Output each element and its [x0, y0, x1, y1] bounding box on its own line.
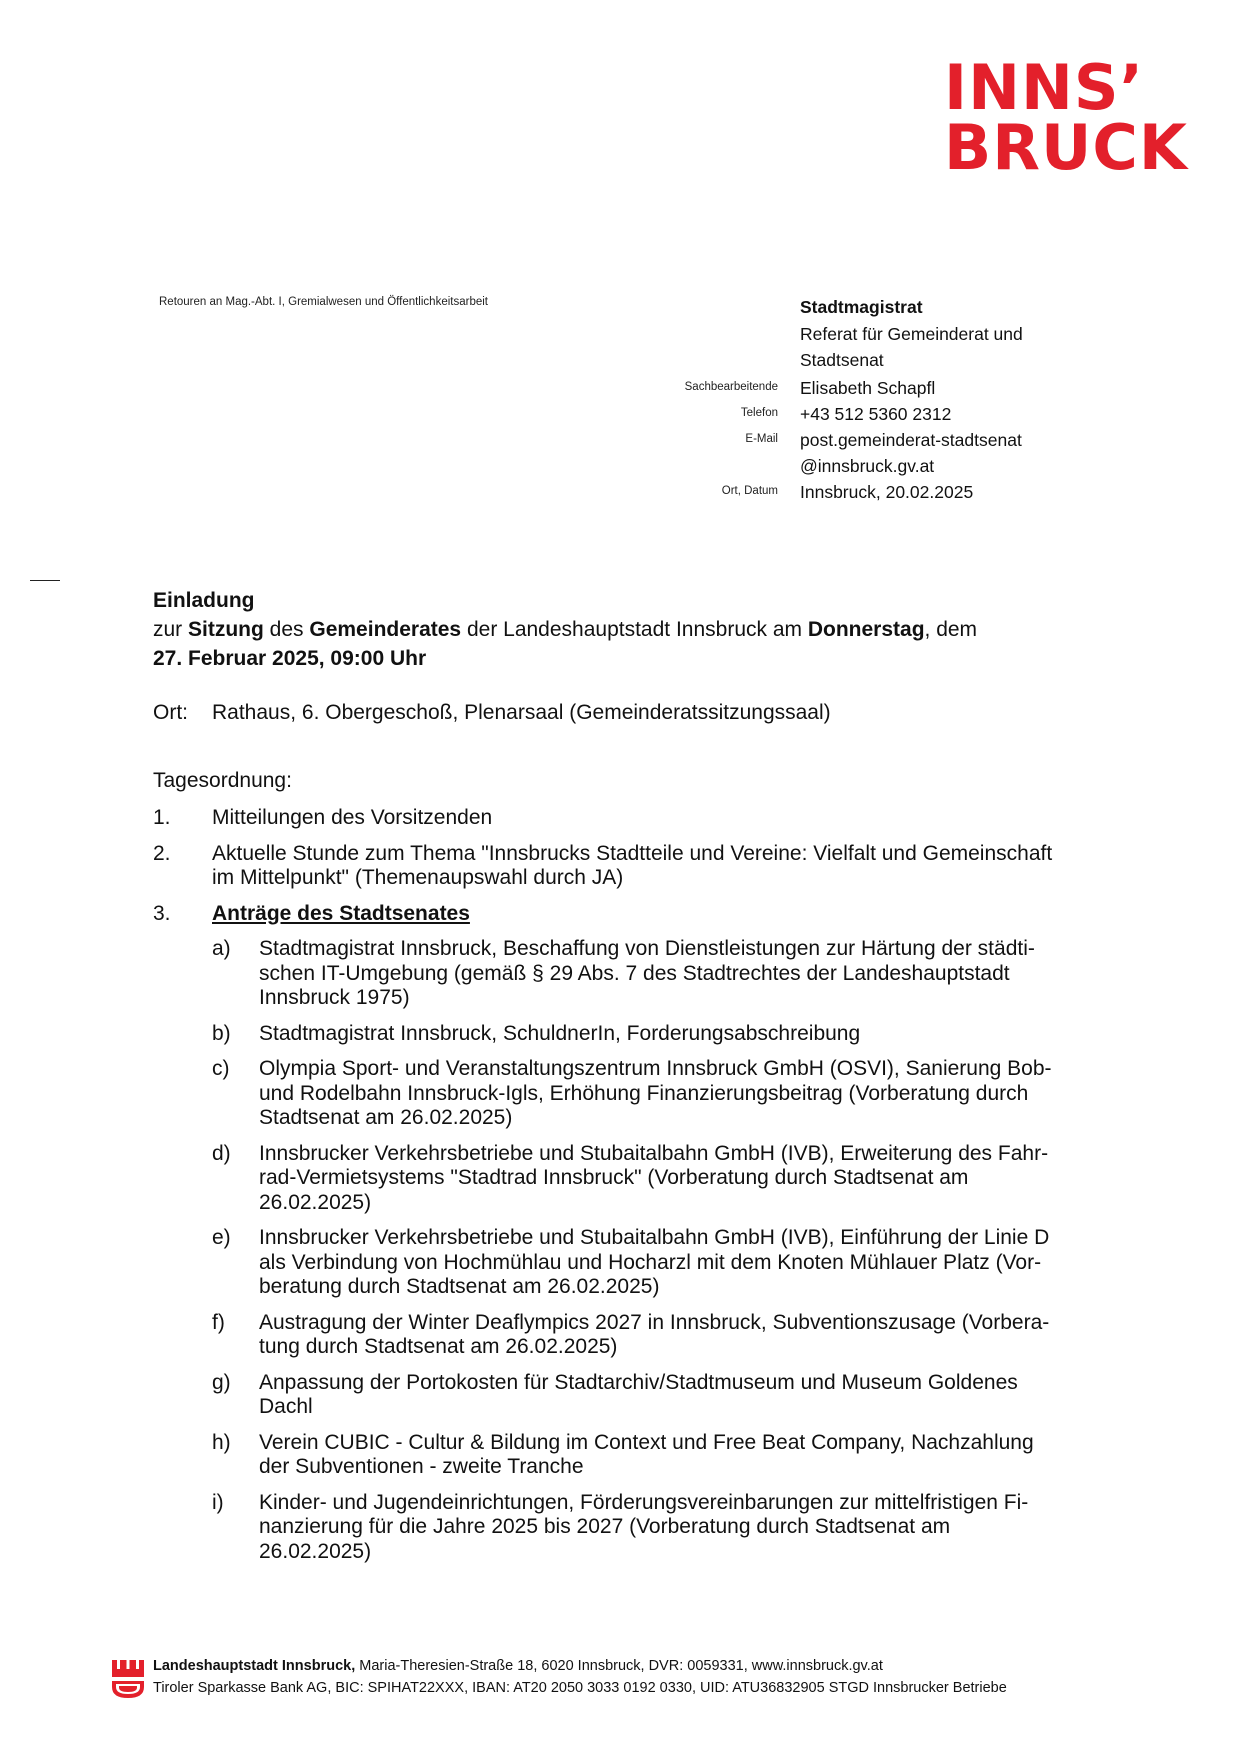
agenda-sub-item-line: Dachl	[259, 1395, 313, 1418]
invitation-block	[153, 586, 1143, 673]
footer-text	[153, 1656, 1007, 1699]
agenda-sub-item-line: der Subventionen - zweite Tranche	[259, 1455, 584, 1478]
return-address: Retouren an Mag.-Abt. I, Gremialwesen und Öffentlichkeitsarbeit	[159, 296, 488, 308]
agenda-sub-item-line: schen IT-Umgebung (gemäß § 29 Abs. 7 des Stadtrechtes der Landeshauptstadt	[259, 961, 1010, 985]
meta-phone-row	[620, 401, 1180, 427]
agenda-sub-item	[153, 1022, 1129, 1047]
meta-date-row	[620, 479, 1180, 505]
invitation-datetime: 27. Februar 2025, 09:00 Uhr	[153, 647, 427, 670]
agenda-sub-item	[153, 1371, 1129, 1420]
agenda-sub-item-letter: f)	[212, 1310, 225, 1334]
agenda-sub-item-line: Stadtsenat am 26.02.2025)	[259, 1106, 513, 1129]
meta-date-label: Ort, Datum	[721, 485, 778, 497]
agenda-sub-item-line: rad-Vermietsystems "Stadtrad Innsbruck" (Vorberatung durch Stadtsenat am	[259, 1166, 969, 1189]
agenda-sub-item-line: Olympia Sport- und Veranstaltungszentrum Innsbruck GmbH (OSVI), Sanierung Bob-	[259, 1057, 1052, 1080]
agenda-sub-item	[153, 1142, 1129, 1216]
footer-line-1	[153, 1656, 1007, 1678]
agenda-sub-item	[153, 1311, 1129, 1360]
invitation-heading: Einladung	[153, 589, 255, 612]
agenda-sub-item-line: beratung durch Stadtsenat am 26.02.2025)	[259, 1275, 660, 1298]
agenda-sub-item-letter: b)	[212, 1021, 231, 1045]
invite-bold-weekday: Donnerstag	[807, 618, 925, 641]
footer-address: Maria-Theresien-Straße 18, 6020 Innsbruck, DVR: 0059331, www.innsbruck.gv.at	[355, 1658, 883, 1674]
meta-contact-value: Elisabeth Schapfl	[800, 378, 936, 398]
sender-dept-line-2: Stadtsenat	[800, 350, 884, 370]
invite-text-4: , dem	[924, 618, 978, 641]
meta-email-value-1: post.gemeinderat-stadtsenat	[800, 430, 1022, 450]
location-value: Rathaus, 6. Obergeschoß, Plenarsaal (Gemeinderatssitzungssaal)	[212, 701, 831, 724]
sender-org: Stadtmagistrat	[800, 297, 923, 317]
agenda-item-text-line: Aktuelle Stunde zum Thema "Innsbrucks Stadtteile und Vereine: Vielfalt und Gemeinschaft	[212, 841, 1053, 865]
agenda-item	[153, 806, 1143, 831]
agenda-sub-item-line: 26.02.2025)	[259, 1539, 372, 1563]
agenda-item	[153, 842, 1143, 891]
invite-text-1: zur	[153, 618, 189, 641]
agenda-sub-item	[153, 1226, 1129, 1300]
meta-phone-value: +43 512 5360 2312	[800, 404, 952, 424]
agenda-item	[153, 902, 1143, 927]
meta-contact-row	[620, 375, 1180, 401]
sender-dept-line-1: Referat für Gemeinderat und	[800, 323, 1023, 344]
logo-line-2: BRUCK	[944, 111, 1188, 184]
agenda-section-title: Anträge des Stadtsenates	[212, 901, 470, 925]
footer-line-2: Tiroler Sparkasse Bank AG, BIC: SPIHAT22XXX, IBAN: AT20 2050 3033 0192 0330, UID: ATU36832905 STGD Innsbrucker Betriebe	[153, 1679, 1007, 1696]
agenda-sub-item	[153, 1491, 1129, 1565]
agenda-sub-item-line: Innsbrucker Verkehrsbetriebe und Stubaitalbahn GmbH (IVB), Einführung der Linie D	[259, 1226, 1050, 1249]
agenda-item-number: 3.	[153, 901, 171, 925]
meta-date-value: Innsbruck, 20.02.2025	[800, 482, 974, 502]
meta-email-row-2	[620, 453, 1180, 479]
invite-text-3: der Landeshauptstadt Innsbruck am	[461, 618, 808, 641]
agenda-sub-item-letter: d)	[212, 1141, 231, 1165]
invite-text-2: des	[263, 618, 310, 641]
invite-bold-gemeinderates: Gemeinderates	[309, 618, 462, 641]
agenda-sub-item-line: Kinder- und Jugendeinrichtungen, Förderungsvereinbarungen zur mittelfristigen Fi-	[259, 1490, 1029, 1514]
agenda-sub-item-letter: i)	[212, 1490, 224, 1514]
agenda-item-text: Mitteilungen des Vorsitzenden	[212, 806, 493, 829]
agenda-sub-item	[153, 937, 1129, 1011]
agenda-sub-item-line: Stadtmagistrat Innsbruck, SchuldnerIn, Forderungsabschreibung	[259, 1021, 861, 1045]
agenda-sub-item-line: als Verbindung von Hochmühlau und Hocharzl mit dem Knoten Mühlauer Platz (Vor-	[259, 1250, 1042, 1274]
invite-bold-sitzung: Sitzung	[188, 618, 264, 641]
agenda-sub-item	[153, 1057, 1129, 1131]
agenda-sub-item-line: Verein CUBIC - Cultur & Bildung im Context und Free Beat Company, Nachzahlung	[259, 1430, 1034, 1454]
agenda-item-text-line: im Mittelpunkt" (Themenaupswahl durch JA)	[212, 866, 624, 889]
logo-line-1: INNS’	[944, 51, 1145, 124]
agenda-sub-item-letter: a)	[212, 937, 231, 960]
agenda-sub-item	[153, 1431, 1129, 1480]
meta-email-row	[620, 427, 1180, 453]
agenda-list	[153, 806, 1143, 1575]
agenda-sub-item-line: tung durch Stadtsenat am 26.02.2025)	[259, 1335, 618, 1358]
location-line	[153, 699, 831, 727]
invitation-line	[153, 615, 1143, 644]
location-label: Ort:	[153, 701, 188, 724]
agenda-sub-item-letter: e)	[212, 1226, 231, 1249]
agenda-item-number: 2.	[153, 841, 171, 865]
agenda-sub-item-line: nanzierung für die Jahre 2025 bis 2027 (Vorberatung durch Stadtsenat am	[259, 1515, 951, 1538]
agenda-sub-item-line: 26.02.2025)	[259, 1190, 372, 1214]
agenda-sub-item-letter: c)	[212, 1057, 230, 1080]
agenda-sub-item-line: Stadtmagistrat Innsbruck, Beschaffung von Dienstleistungen zur Härtung der städti-	[259, 937, 1035, 960]
innsbruck-logo	[944, 51, 1192, 184]
agenda-item-number: 1.	[153, 806, 171, 829]
meta-contact-label: Sachbearbeitende	[684, 381, 778, 393]
agenda-sub-item-line: und Rodelbahn Innsbruck-Igls, Erhöhung Finanzierungsbeitrag (Vorberatung durch	[259, 1081, 1029, 1105]
agenda-sub-item-line: Innsbrucker Verkehrsbetriebe und Stubaitalbahn GmbH (IVB), Erweiterung des Fahr-	[259, 1141, 1049, 1165]
meta-phone-label: Telefon	[740, 407, 778, 419]
agenda-sub-item-line: Anpassung der Portokosten für Stadtarchiv/Stadtmuseum und Museum Goldenes	[259, 1370, 1018, 1394]
meta-email-value-2: @innsbruck.gv.at	[800, 456, 935, 476]
footer-org: Landeshauptstadt Innsbruck,	[153, 1658, 356, 1674]
agenda-sub-items	[153, 937, 1143, 1564]
city-coat-of-arms-icon	[112, 1660, 144, 1698]
agenda-sub-item-letter: h)	[212, 1430, 231, 1454]
agenda-sub-item-line: Austragung der Winter Deaflympics 2027 in Innsbruck, Subventionszusage (Vorbera-	[259, 1310, 1050, 1334]
agenda-sub-item-letter: g)	[212, 1370, 231, 1394]
sender-block	[800, 294, 1100, 374]
agenda-sub-item-line: Innsbruck 1975)	[259, 986, 410, 1009]
agenda-title: Tagesordnung:	[153, 769, 292, 792]
meta-email-label: E-Mail	[745, 433, 778, 445]
fold-mark	[30, 580, 60, 581]
